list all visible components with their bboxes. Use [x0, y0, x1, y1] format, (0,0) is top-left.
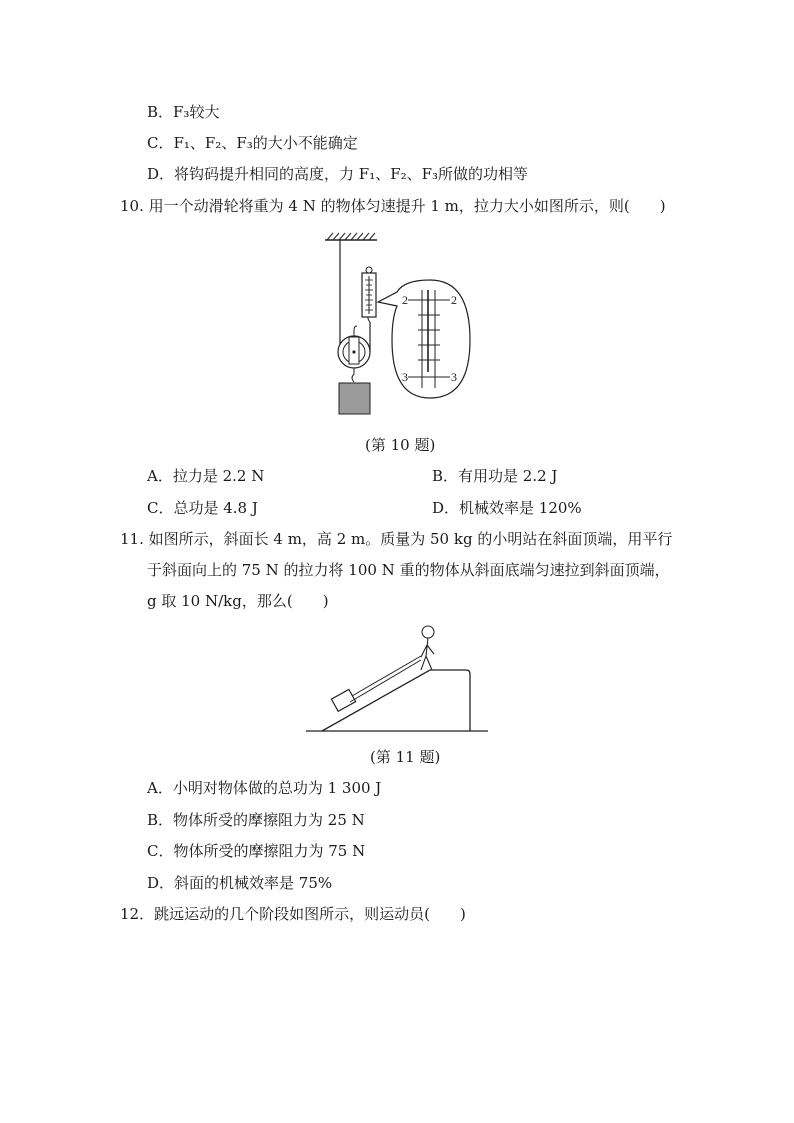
q10-option-a: A．拉力是 2.2 N	[147, 467, 265, 485]
q10-caption: (第 10 题)	[365, 436, 436, 454]
q11-stem-line3: g 取 10 N/kg，那么( )	[147, 592, 329, 610]
scale-label-bottom-right: 3	[451, 370, 457, 384]
q10-stem: 10. 用一个动滑轮将重为 4 N 的物体匀速提升 1 m，拉力大小如图所示，则( )	[120, 197, 666, 215]
q11-option-a: A．小明对物体做的总功为 1 300 J	[147, 779, 382, 797]
q11-stem-line2: 于斜面向上的 75 N 的拉力将 100 N 重的物体从斜面底端匀速拉到斜面顶端，	[147, 561, 670, 579]
q10-option-c: C．总功是 4.8 J	[147, 499, 258, 517]
q11-caption: (第 11 题)	[370, 748, 441, 766]
q11-option-c: C．物体所受的摩擦阻力为 75 N	[147, 842, 366, 860]
q12-stem: 12．跳远运动的几个阶段如图所示，则运动员( )	[120, 905, 466, 923]
scale-label-top-left: 2	[402, 293, 408, 307]
scale-label-bottom-left: 3	[402, 370, 408, 384]
q11-stem-line1: 11. 如图所示，斜面长 4 m，高 2 m。质量为 50 kg 的小明站在斜面顶端，用平行	[120, 530, 673, 548]
q10-option-d: D．机械效率是 120%	[432, 499, 582, 517]
q11-option-b: B．物体所受的摩擦阻力为 25 N	[147, 811, 365, 829]
q11-option-d: D．斜面的机械效率是 75%	[147, 874, 333, 892]
prev-option-c: C．F₁、F₂、F₃的大小不能确定	[147, 134, 358, 152]
prev-option-b: B．F₃较大	[147, 103, 220, 121]
scale-label-top-right: 2	[451, 293, 457, 307]
q10-option-b: B．有用功是 2.2 J	[432, 467, 558, 485]
prev-option-d: D．将钩码提升相同的高度，力 F₁、F₂、F₃所做的功相等	[147, 165, 529, 183]
